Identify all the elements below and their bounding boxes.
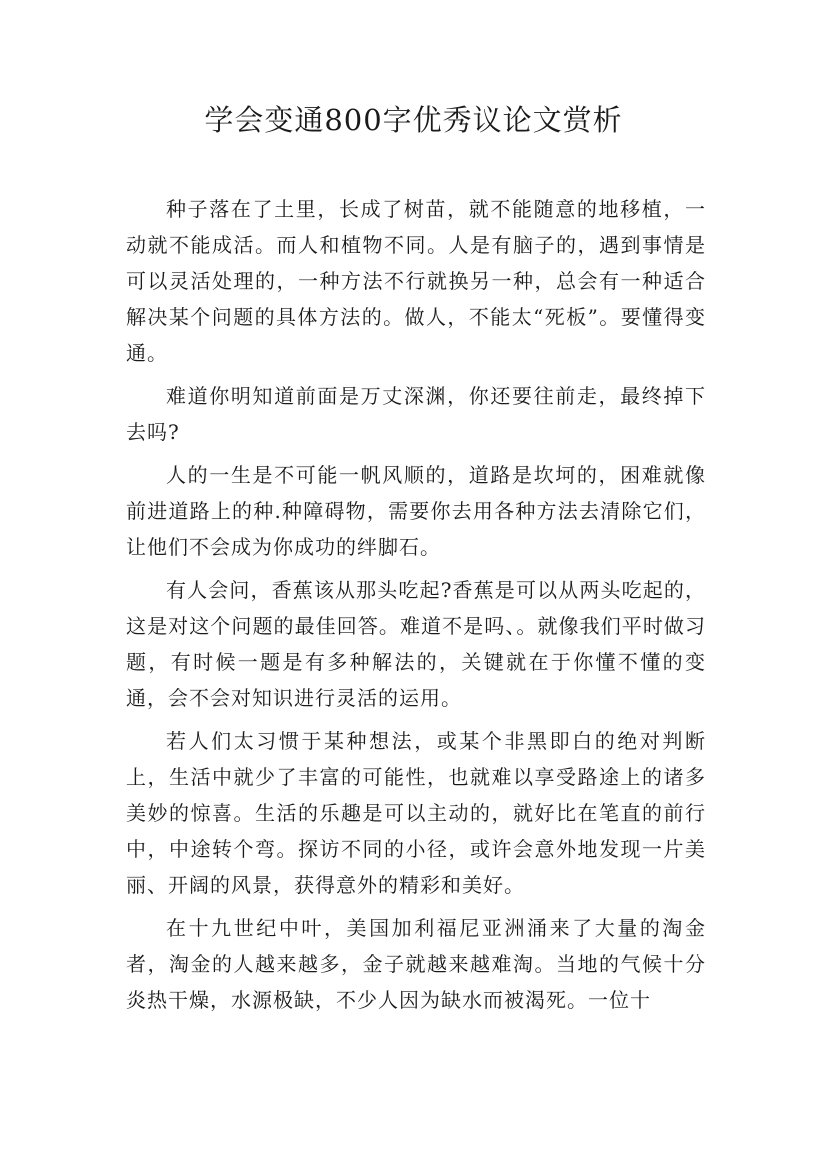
paragraph-6: 在十九世纪中叶，美国加利福尼亚洲涌来了大量的淘金者，淘金的人越来越多，金子就越来越难淘。当地的气候十分炎热干燥，水源极缺，不少人因为缺水而被渴死。一位十 <box>126 916 706 1012</box>
paragraph-2: 难道你明知道前面是万丈深渊，你还要往前走，最终掉下去吗? <box>126 384 706 444</box>
paragraph-5: 若人们太习惯于某种想法，或某个非黑即白的绝对判断上，生活中就少了丰富的可能性，也就难以享受路途上的诸多美妙的惊喜。生活的乐趣是可以主动的，就好比在笔直的前行中，中途转个弯。探访不同的小径，或许会意外地发现一片美丽、开阔的风景，获得意外的精彩和美好。 <box>126 729 706 897</box>
paragraph-1: 种子落在了土里，长成了树苗，就不能随意的地移植，一动就不能成活。而人和植物不同。人是有脑子的，遇到事情是可以灵活处理的，一种方法不行就换另一种，总会有一种适合解决某个问题的具体方法的。做人，不能太“死板”。要懂得变通。 <box>126 197 706 365</box>
paragraph-3: 人的一生是不可能一帆风顺的，道路是坎坷的，困难就像前进道路上的种.种障碍物，需要你去用各种方法去清除它们，让他们不会成为你成功的绊脚石。 <box>126 463 706 559</box>
document-title: 学会变通800字优秀议论文赏析 <box>204 103 623 137</box>
paragraph-4: 有人会问，香蕉该从那头吃起?香蕉是可以从两头吃起的，这是对这个问题的最佳回答。难道不是吗、。就像我们平时做习题，有时候一题是有多种解法的，关键就在于你懂不懂的变通，会不会对知识进行灵活的运用。 <box>126 578 706 710</box>
document-body <box>126 191 706 1025</box>
